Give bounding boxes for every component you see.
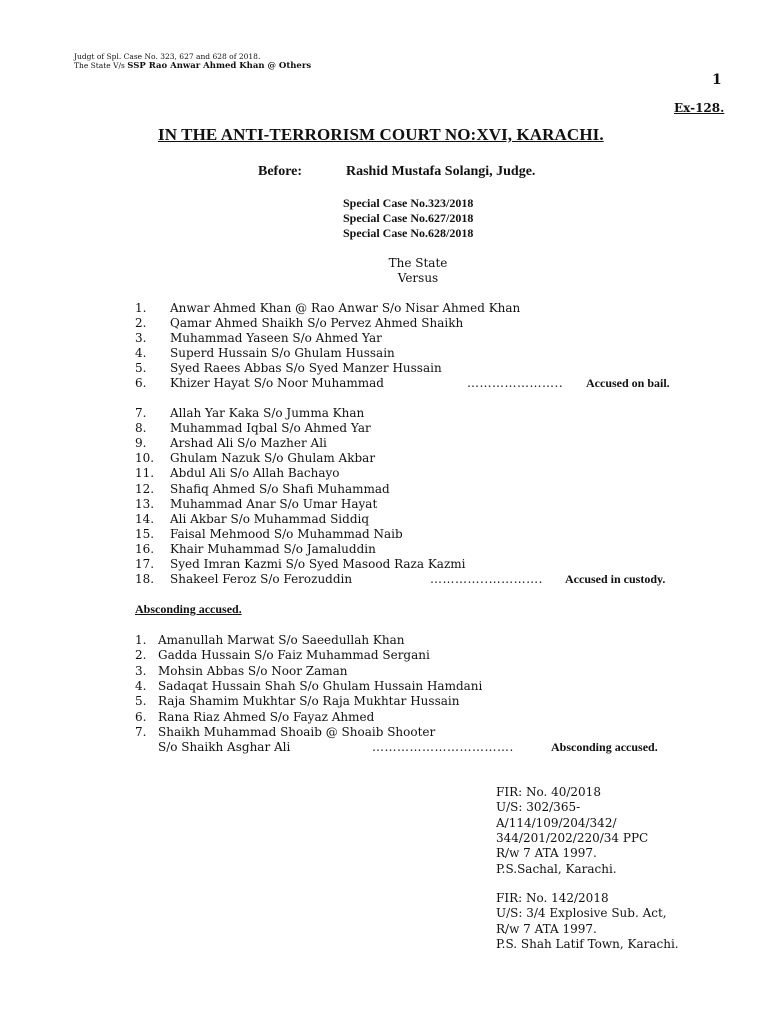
accused-number: 2. [135, 316, 147, 330]
accused-number: 3. [135, 331, 147, 345]
accused-name: Syed Imran Kazmi S/o Syed Masood Raza Kazmi [170, 557, 466, 571]
accused-name: Syed Raees Abbas S/o Syed Manzer Hussain [170, 361, 442, 375]
accused-number: 6. [135, 376, 147, 390]
fir-line: U/S: 302/365- [496, 800, 581, 815]
accused-name: Shaikh Muhammad Shoaib @ Shoaib Shooter [158, 724, 436, 739]
exhibit-number: Ex-128. [674, 101, 725, 115]
accused-number: 7. [135, 724, 147, 739]
running-header-line-2 [74, 61, 311, 71]
accused-name: Amanullah Marwat S/o Saeedullah Khan [158, 633, 405, 647]
accused-number: 9. [135, 436, 147, 451]
accused-name: Arshad Ali S/o Mazher Ali [170, 436, 327, 451]
fir-line: FIR: No. 142/2018 [496, 891, 609, 905]
party-versus: Versus [397, 271, 439, 285]
case-number: Special Case No.628/2018 [343, 226, 474, 240]
accused-number: 5. [135, 694, 147, 709]
accused-number: 14. [135, 511, 155, 526]
accused-number: 7. [135, 406, 147, 420]
accused-name: Shakeel Feroz S/o Ferozuddin [170, 572, 353, 587]
accused-number: 10. [135, 451, 155, 466]
accused-number: 4. [135, 346, 147, 360]
accused-name: Raja Shamim Mukhtar S/o Raja Mukhtar Hussain [158, 694, 460, 709]
fir-line: P.S. Shah Latif Town, Karachi. [496, 936, 679, 951]
accused-name: Sadaqat Hussain Shah S/o Ghulam Hussain Hamdani [158, 678, 483, 693]
accused-name: S/o Shaikh Asghar Ali [158, 740, 291, 754]
fir-line: R/w 7 ATA 1997. [496, 846, 597, 861]
accused-name: Superd Hussain S/o Ghulam Hussain [170, 346, 395, 360]
accused-number: 3. [135, 663, 147, 678]
accused-number: 12. [135, 481, 155, 496]
accused-number: 15. [135, 526, 155, 541]
accused-number: 1. [135, 633, 147, 647]
accused-name: Shafiq Ahmed S/o Shafi Muhammad [170, 481, 390, 496]
accused-name: Ali Akbar S/o Muhammad Siddiq [170, 511, 370, 526]
fir-line: A/114/109/204/342/ [496, 815, 617, 830]
header-case-title: SSP Rao Anwar Ahmed Khan @ Others [127, 61, 312, 71]
accused-name: Mohsin Abbas S/o Noor Zaman [158, 663, 348, 678]
case-number: Special Case No.323/2018 [343, 196, 474, 210]
judge-name: Rashid Mustafa Solangi, Judge. [346, 164, 536, 179]
accused-number: 17. [135, 557, 155, 571]
fir-line: 344/201/202/220/34 PPC [496, 830, 649, 845]
accused-name: Muhammad Yaseen S/o Ahmed Yar [170, 331, 382, 345]
page-number: 1 [712, 72, 722, 88]
accused-name: Muhammad Anar S/o Umar Hayat [170, 496, 378, 511]
accused-number: 5. [135, 361, 147, 375]
accused-name: Allah Yar Kaka S/o Jumma Khan [170, 406, 365, 420]
accused-number: 1. [135, 301, 147, 315]
accused-number: 2. [135, 648, 147, 663]
accused-name: Khair Muhammad S/o Jamaluddin [170, 541, 376, 556]
accused-name: Gadda Hussain S/o Faiz Muhammad Sergani [158, 648, 430, 663]
accused-number: 11. [135, 466, 155, 481]
accused-number: 8. [135, 421, 147, 436]
header-prefix: The State V/s [74, 61, 128, 70]
accused-number: 18. [135, 572, 155, 587]
accused-number: 13. [135, 496, 155, 511]
fir-line: P.S.Sachal, Karachi. [496, 861, 617, 876]
accused-number: 6. [135, 709, 147, 724]
accused-status-label: Accused on bail. [586, 376, 670, 390]
case-number: Special Case No.627/2018 [343, 211, 474, 225]
court-title: IN THE ANTI-TERRORISM COURT NO:XVI, KARACHI. [158, 125, 604, 144]
accused-name: Khizer Hayat S/o Noor Muhammad [170, 376, 384, 390]
accused-name: Muhammad Iqbal S/o Ahmed Yar [170, 421, 371, 436]
running-header-line-1: Judgt of Spl. Case No. 323, 627 and 628 of 2018. [74, 52, 261, 61]
fir-line: R/w 7 ATA 1997. [496, 921, 597, 936]
accused-status-label: Accused in custody. [565, 572, 666, 587]
absconding-section-title: Absconding accused. [135, 602, 242, 616]
accused-name: Anwar Ahmed Khan @ Rao Anwar S/o Nisar Ahmed Khan [170, 301, 521, 315]
accused-name: Qamar Ahmed Shaikh S/o Pervez Ahmed Shaikh [170, 316, 464, 330]
leader-dots: ………………….. [467, 376, 564, 390]
accused-number: 16. [135, 541, 155, 556]
leader-dots: ……………………………. [372, 740, 514, 754]
before-label: Before: [258, 164, 303, 179]
fir-line: U/S: 3/4 Explosive Sub. Act, [496, 906, 667, 921]
leader-dots: …………..…………. [430, 572, 543, 587]
accused-name: Ghulam Nazuk S/o Ghulam Akbar [170, 451, 376, 466]
fir-line: FIR: No. 40/2018 [496, 785, 601, 799]
party-state: The State [388, 256, 448, 270]
accused-name: Faisal Mehmood S/o Muhammad Naib [170, 526, 403, 541]
accused-name: Rana Riaz Ahmed S/o Fayaz Ahmed [158, 709, 375, 724]
accused-status-label: Absconding accused. [551, 740, 658, 754]
accused-number: 4. [135, 678, 147, 693]
accused-name: Abdul Ali S/o Allah Bachayo [170, 466, 340, 481]
